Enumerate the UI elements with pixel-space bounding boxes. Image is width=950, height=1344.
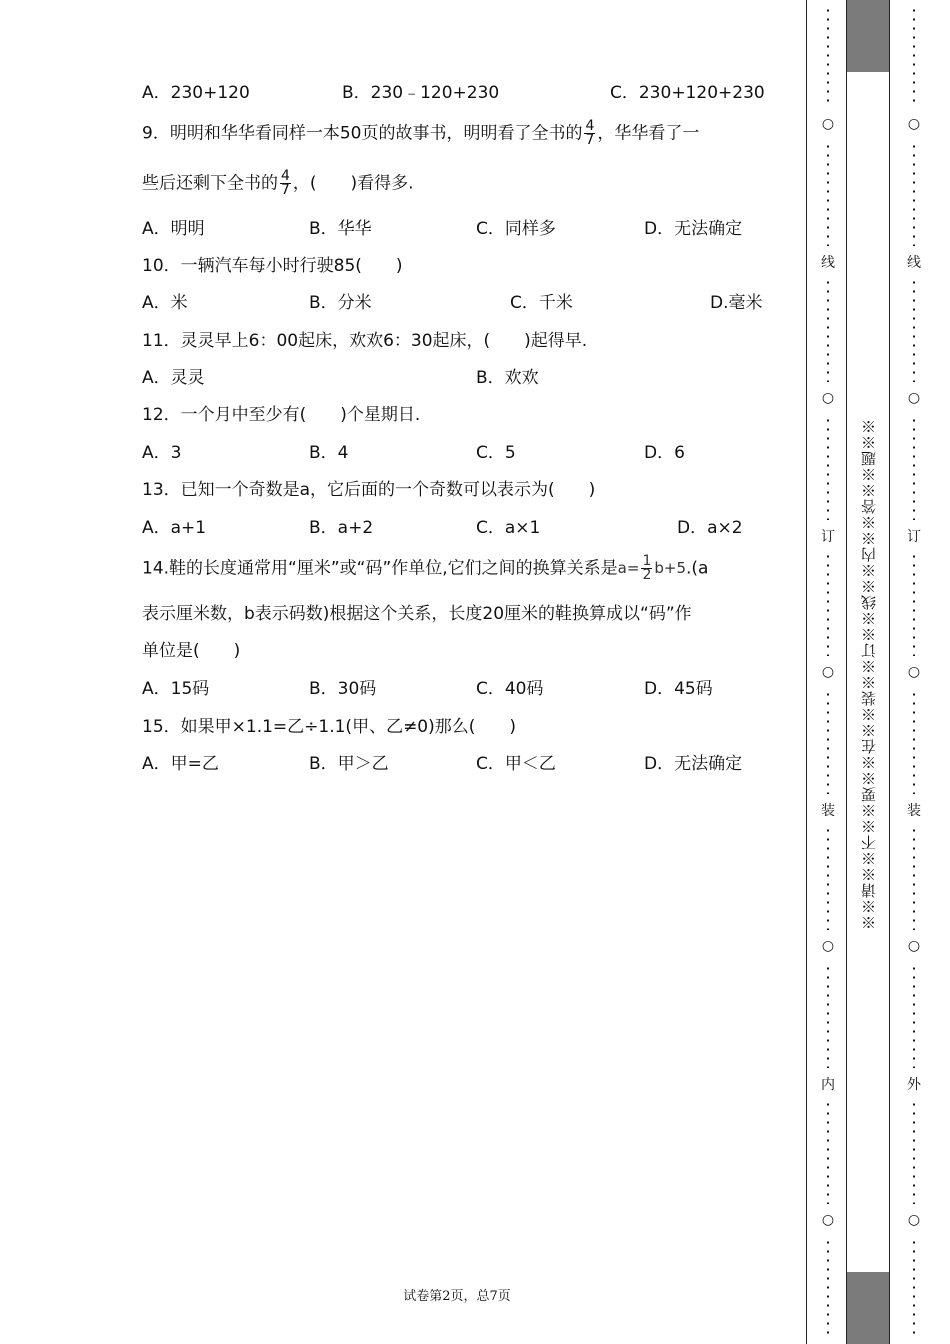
- q9-text-a: 9．明明和华华看同样一本50页的故事书，明明看了全书的: [142, 123, 583, 144]
- q13-option-a[interactable]: A．a+1: [142, 518, 207, 538]
- seal-mark-xian: 线: [821, 255, 835, 271]
- seal-circle: ○: [821, 1212, 835, 1228]
- binding-strip-bottom-cap: [847, 1272, 889, 1344]
- q10-stem: 10．一辆汽车每小时行驶85( ): [142, 256, 403, 276]
- seal-circle: ○: [907, 938, 921, 954]
- seal-circle: ○: [907, 664, 921, 680]
- q12-option-d[interactable]: D．6: [644, 443, 685, 463]
- q15-option-d[interactable]: D．无法确定: [644, 754, 743, 774]
- q9-option-a[interactable]: A．明明: [142, 219, 205, 239]
- q14-option-c[interactable]: C．40码: [476, 679, 544, 699]
- q10-option-a[interactable]: A．米: [142, 293, 188, 313]
- page-footer: 试卷第2页，总7页: [403, 1289, 511, 1304]
- q11-option-b[interactable]: B．欢欢: [476, 368, 539, 388]
- q14-stem-line3: 单位是( ): [142, 641, 241, 661]
- inner-seal-column: [818, 0, 838, 1344]
- seal-circle: ○: [907, 1212, 921, 1228]
- q9-option-b[interactable]: B．华华: [309, 219, 372, 239]
- q13-option-c[interactable]: C．a×1: [476, 518, 541, 538]
- binding-notice: [846, 404, 890, 944]
- q10-option-c[interactable]: C．千米: [510, 293, 573, 313]
- q9-option-d[interactable]: D．无法确定: [644, 219, 743, 239]
- q12-option-c[interactable]: C．5: [476, 443, 516, 463]
- q8-option-c[interactable]: C．230+120+230: [610, 83, 765, 103]
- outer-seal-column: [904, 0, 924, 1344]
- seal-circle: ○: [821, 664, 835, 680]
- q9-stem-line1: [142, 120, 699, 147]
- q11-stem: 11．灵灵早上6：00起床，欢欢6：30起床，( )起得早.: [142, 331, 588, 351]
- q14-formula: a= $\frac{1}{2}$ b+5: [617, 553, 686, 583]
- seal-mark-wai: 外: [907, 1077, 921, 1093]
- q14-text-a: 14.鞋的长度通常用“厘米”或“码”作单位,它们之间的换算关系是: [142, 558, 618, 579]
- q8-option-b[interactable]: B．230﹣120+230: [342, 83, 500, 103]
- q9-fraction-1: $\frac{4}{7}$: [585, 118, 595, 148]
- q11-option-a[interactable]: A．灵灵: [142, 368, 205, 388]
- q12-option-b[interactable]: B．4: [309, 443, 349, 463]
- q13-option-b[interactable]: B．a+2: [309, 518, 374, 538]
- seal-circle: ○: [821, 390, 835, 406]
- binding-border-line: [806, 0, 807, 1344]
- q10-option-d[interactable]: D.毫米: [710, 293, 763, 313]
- q14-option-d[interactable]: D．45码: [644, 679, 713, 699]
- seal-mark-nei: 内: [821, 1077, 835, 1093]
- seal-circle: ○: [907, 116, 921, 132]
- q9-fraction-2: $\frac{4}{7}$: [281, 168, 290, 198]
- q15-stem: 15．如果甲×1.1=乙÷1.1(甲、乙≠0)那么( ): [142, 717, 517, 737]
- seal-mark-xian: 线: [907, 255, 921, 271]
- q9-text-c: 些后还剩下全书的: [142, 173, 278, 194]
- seal-circle: ○: [907, 390, 921, 406]
- q9-stem-line2: [142, 170, 414, 197]
- q15-option-c[interactable]: C．甲＜乙: [476, 754, 556, 774]
- q8-option-a[interactable]: A．230+120: [142, 83, 250, 103]
- q14-option-a[interactable]: A．15码: [142, 679, 210, 699]
- q15-option-b[interactable]: B．甲＞乙: [309, 754, 389, 774]
- q13-option-d[interactable]: D．a×2: [677, 518, 743, 538]
- q13-stem: 13．已知一个奇数是a，它后面的一个奇数可以表示为( ): [142, 480, 596, 500]
- q15-option-a[interactable]: A．甲=乙: [142, 754, 219, 774]
- seal-circle: ○: [821, 116, 835, 132]
- q14-option-b[interactable]: B．30码: [309, 679, 377, 699]
- q14-stem-line1: [142, 555, 708, 582]
- q9-text-d: ，( )看得多.: [292, 173, 414, 194]
- seal-mark-ding: 订: [821, 529, 835, 545]
- seal-mark-ding: 订: [907, 529, 921, 545]
- q10-option-b[interactable]: B．分米: [309, 293, 372, 313]
- seal-mark-zhuang: 装: [907, 803, 921, 819]
- seal-mark-zhuang: 装: [821, 803, 835, 819]
- binding-notice-text: ※※请※※不※※要※※在※※装※※订※※线※※内※※答※※题※※: [859, 418, 878, 930]
- q12-option-a[interactable]: A．3: [142, 443, 182, 463]
- seal-circle: ○: [821, 938, 835, 954]
- q14-stem-line2: 表示厘米数，b表示码数)根据这个关系，长度20厘米的鞋换算成以“码”作: [142, 604, 692, 624]
- q14-text-b: .(a: [686, 558, 709, 579]
- binding-strip-top-cap: [847, 0, 889, 72]
- q12-stem: 12．一个月中至少有( )个星期日.: [142, 405, 421, 425]
- q9-text-b: ，华华看了一: [597, 123, 700, 144]
- q9-option-c[interactable]: C．同样多: [476, 219, 556, 239]
